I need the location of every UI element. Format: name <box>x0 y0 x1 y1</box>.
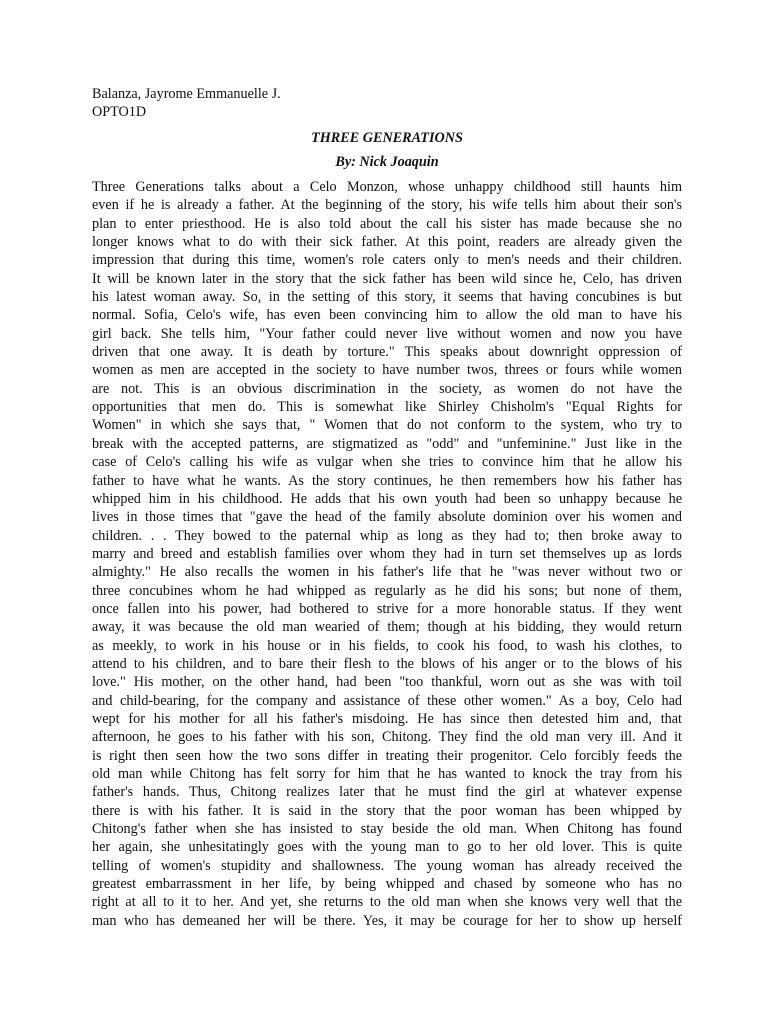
document-content <box>92 86 682 930</box>
body-line: away, it was because the old man wearied of them; though at his bidding, they would return <box>92 619 682 636</box>
body-line: Three Generations talks about a Celo Monzon, whose unhappy childhood still haunts him <box>92 179 682 195</box>
body-line: girl back. She tells him, "Your father could never live without women and now you have <box>92 325 682 342</box>
body-line: attend to his children, and to bare their flesh to the blows of his anger or to the blows of his <box>92 655 682 672</box>
essay-title: THREE GENERATIONS <box>311 130 463 146</box>
body-line: longer knows what to do with their sick father. At this point, readers are already given the <box>92 234 682 251</box>
body-line: break with the accepted patterns, are stigmatized as "odd" and "unfeminine." Just like in the <box>92 435 682 452</box>
body-line: old man while Chitong has felt sorry for him that he has wanted to knock the tray from his <box>92 766 682 782</box>
body-line: lives in those times that "gave the head of the family absolute dominion over his women and <box>92 509 682 526</box>
body-line: Chitong's father when she has insisted to stay beside the old man. When Chitong has found <box>92 821 682 838</box>
body-line: love." His mother, on the other hand, had been "too thankful, worn out as she was with toil <box>92 674 682 691</box>
body-line: children. . . They bowed to the paternal whip as long as they had to; then broke away to <box>92 527 682 544</box>
body-line: father to have what he wants. As the story continues, he then remembers how his father has <box>92 472 682 489</box>
body-line: right at all to it to her. And yet, she returns to the old man when she knows very well that the <box>92 894 682 911</box>
body-line: even if he is already a father. At the beginning of the story, his wife tells him about their son's <box>92 197 682 214</box>
body-line: marry and breed and establish families over whom they had in turn set themselves up as lords <box>92 545 682 562</box>
body-line: case of Celo's calling his wife as vulgar when she tries to convince him that he allow his <box>92 454 682 471</box>
essay-byline: By: Nick Joaquin <box>335 153 439 170</box>
body-line: are not. This is an obvious discrimination in the society, as women do not have the <box>92 380 682 397</box>
body-line: her again, she unhesitatingly goes with the young man to go to her old lover. This is quite <box>92 839 682 856</box>
body-line: three concubines whom he had whipped as regularly as he did his sons; but none of them, <box>92 582 682 599</box>
body-line: there is with his father. It is said in the story that the poor woman has been whipped by <box>92 802 682 819</box>
author-name: Balanza, Jayrome Emmanuelle J. <box>92 86 281 102</box>
body-line: as meekly, to work in his house or in his fields, to cook his food, to wash his clothes, to <box>92 637 682 654</box>
body-line: telling of women's stupidity and shallowness. The young woman has already received the <box>92 857 682 874</box>
body-line: driven that one away. It is death by torture." This speaks about downright oppression of <box>92 344 682 361</box>
body-line: father's hands. Thus, Chitong realizes later that he must find the girl at whatever expense <box>92 784 682 801</box>
body-line: impression that during this time, women's role caters only to men's needs and their children. <box>92 252 682 269</box>
essay-body <box>92 178 682 930</box>
body-line: opportunities that men do. This is somewhat like Shirley Chisholm's "Equal Rights for <box>92 399 682 416</box>
body-line: normal. Sofia, Celo's wife, has even been convincing him to allow the old man to have his <box>92 307 682 324</box>
body-line: and child-bearing, for the company and assistance of these other women." As a boy, Celo had <box>92 692 682 709</box>
section-code: OPTO1D <box>92 103 147 120</box>
body-line: Women" in which she says that, " Women that do not conform to the system, who try to <box>92 417 682 434</box>
body-line: greatest embarrassment in her life, by being whipped and chased by someone who has no <box>92 876 682 893</box>
body-line: women as men are accepted in the society to have number twos, threes or fours while women <box>92 362 682 379</box>
body-line: It will be known later in the story that the sick father has been wild since he, Celo, has driven <box>92 270 682 287</box>
body-line: whipped him in his childhood. He adds that his own youth had been so unhappy because he <box>92 490 682 507</box>
body-line: wept for his mother for all his father's misdoing. He has since then detested him and, that <box>92 710 682 727</box>
body-line: almighty." He also recalls the women in his father's life that he "was never without two or <box>92 564 682 581</box>
body-line: his latest woman away. So, in the setting of this story, it seems that having concubines is but <box>92 289 682 306</box>
body-line: plan to enter priesthood. He is also told about the call his sister has made because she no <box>92 215 682 232</box>
body-line: is right then seen how the two sons differ in treating their progenitor. Celo forcibly feeds the <box>92 747 682 764</box>
body-line: man who has demeaned her will be there. Yes, it may be courage for her to show up herself <box>92 912 682 929</box>
body-line: afternoon, he goes to his father with his son, Chitong. They find the old man very ill. And it <box>92 729 682 746</box>
body-line: once fallen into his power, had bothered to strive for a more honorable status. If they went <box>92 600 682 617</box>
